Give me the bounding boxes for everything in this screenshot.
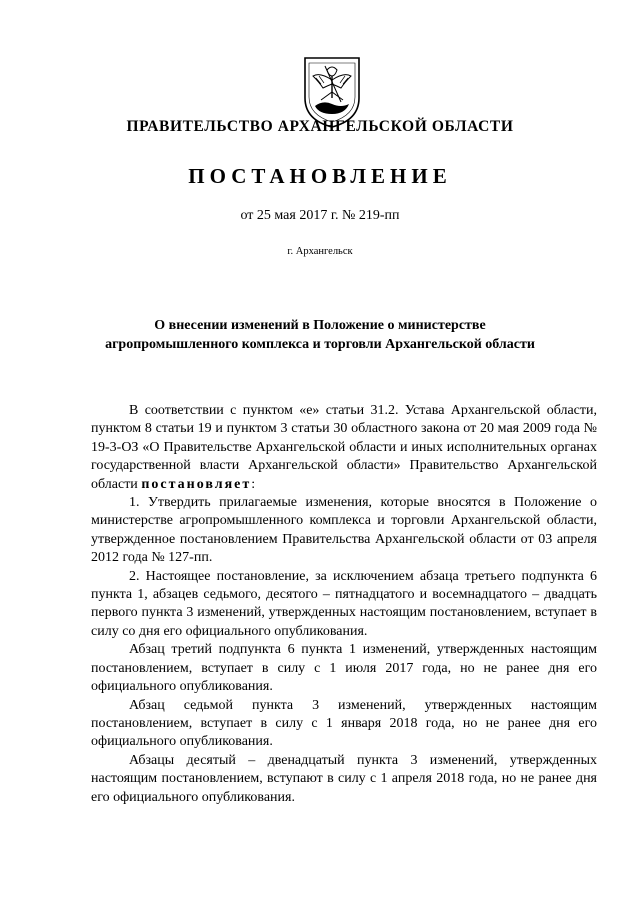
government-name: ПРАВИТЕЛЬСТВО АРХАНГЕЛЬСКОЙ ОБЛАСТИ <box>126 118 514 135</box>
document-type: ПОСТАНОВЛЕНИЕ <box>188 164 452 188</box>
paragraph-3: Абзац третий подпункта 6 пункта 1 изменений, утвержденных настоящим постановлением, вступает в силу с 1 июля 2017 года, но не ранее дня его официального опубликования. <box>91 642 597 695</box>
paragraph-1: 1. Утвердить прилагаемые изменения, которые вносятся в Положение о министерстве агропромышленного комплекса и торговли Архангельской области, утвержденное постановлением Правительства Архангельской области от 03 апреля 2012 года № 127-пп. <box>91 495 597 566</box>
document-date-number: от 25 мая 2017 г. № 219-пп <box>240 208 400 223</box>
preamble-text: В соответствии с пунктом «е» статьи 31.2. Устава Архангельской области, пунктом 8 статьи 19 и пунктом 3 статьи 30 областного закона от 20 мая 2009 года № 19-3-ОЗ «О Правительстве Архангельской области и иных исполнительных органах государственной власти Архангельской области» Правительство Архангельской области <box>91 403 597 492</box>
resolves-word: постановляет <box>141 476 252 492</box>
paragraph-5: Абзацы десятый – двенадцатый пункта 3 изменений, утвержденных настоящим постановлением, вступают в силу с 1 апреля 2018 года, но не ранее дня его официального опубликования. <box>91 752 597 805</box>
document-city: г. Архангельск <box>287 246 353 257</box>
paragraph-2: 2. Настоящее постановление, за исключением абзаца третьего подпункта 6 пункта 1, абзацев седьмого, десятого – пятнадцатого и восемнадцатого – двадцать первого пункта 3 изменений, утвержденных настоящим постановлением, вступает в силу со дня его официального опубликования. <box>91 568 597 639</box>
document-body <box>91 402 597 807</box>
title-line-2: агропромышленного комплекса и торговли Архангельской области <box>105 337 535 352</box>
title-line-1: О внесении изменений в Положение о министерстве <box>154 318 486 333</box>
paragraph-4: Абзац седьмой пункта 3 изменений, утвержденных настоящим постановлением, вступает в силу с 1 января 2018 года, но не ранее дня его официального опубликования. <box>91 697 597 750</box>
resolves-suffix: : <box>251 476 256 492</box>
document-title <box>0 316 640 354</box>
preamble-paragraph <box>91 402 597 494</box>
